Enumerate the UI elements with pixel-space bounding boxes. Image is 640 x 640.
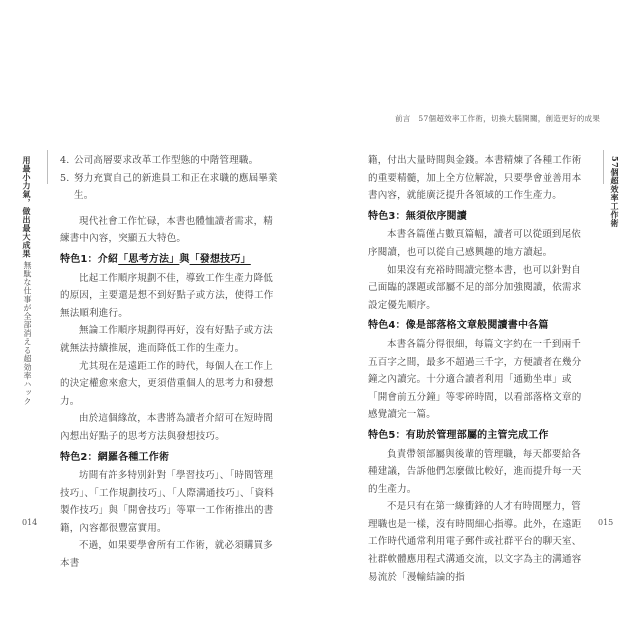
left-side-rule (47, 150, 48, 184)
right-page-text (368, 152, 590, 586)
feature-3-heading: 特色3：無須依序閱讀 (368, 210, 467, 222)
list-item-5: 5. 努力充實自己的新進員工和正在求職的應屆畢業生。 (60, 172, 278, 202)
page-number-left: 014 (22, 518, 38, 527)
feature-4-paragraph: 本書各篇分得很細，每篇文字約在一千到兩千五百字之間，最多不超過三千字，方便讀者在幾分鐘之內讀完。十分適合讀者利用「通勤坐車」或「開會前五分鐘」等零碎時間，以看部落格文章的感覺讀完一篇。 (368, 338, 582, 421)
feature-5-paragraph: 不是只有在第一線衝鋒的人才有時間壓力，管理職也是一樣，沒有時間細心指導。此外，在遠距工作時代通常利用電子郵件或社群平台的聊天室、社群軟體應用程式溝通交流，以文字為主的溝通容易流於「漫輸結論的指 (368, 501, 582, 583)
left-side-title-main: 用最小力氣，做出最大成果 (22, 156, 32, 258)
feature-1-paragraph: 比起工作順序規劃不佳，導致工作生產力降低的原因，主要還是想不到好點子或方法，使得工作無法順利進行。 (60, 272, 274, 319)
right-side-title-main: 57個超效率工作術 (610, 156, 620, 228)
left-side-title-original: 無駄な仕事が全部消える超効率ハック (23, 261, 32, 406)
list-item-4: 4. 公司高層要求改革工作型態的中階管理職。 (60, 155, 259, 166)
feature-1-paragraph: 由於這個緣故，本書將為讀者介紹可在短時間內想出好點子的思考方法與發想技巧。 (60, 413, 274, 442)
page-number-right: 015 (598, 518, 614, 527)
feature-5-heading: 特色5：有助於管理部屬的主管完成工作 (368, 429, 549, 441)
feature-3-paragraph: 如果沒有充裕時間讀完整本書，也可以針對自己面臨的課題或部屬不足的部分加強閱讀，依需求設定優先順序。 (368, 264, 582, 311)
feature-2-heading: 特色2：網羅各種工作術 (60, 451, 170, 463)
continued-paragraph: 籍，付出大量時間與金錢。本書精煉了各種工作術的重要精髓，加上全方位解說，只要學會並善用本書內容，就能廣泛提升各領域的工作生產力。 (368, 155, 582, 202)
feature-1-paragraph: 尤其現在是遠距工作的時代，每個人在工作上的決定權愈來愈大，更須借重個人的思考力和發想力。 (60, 360, 274, 407)
left-page-text (60, 152, 278, 573)
feature-1-paragraph: 無論工作順序規劃得再好，沒有好點子或方法就無法持續推展，進而降低工作的生產力。 (60, 325, 274, 354)
right-side-rule (603, 150, 604, 184)
feature-3-paragraph: 本書各篇僅占數頁篇幅，讀者可以從頭到尾依序閱讀，也可以從自己感興趣的地方讀起。 (368, 229, 582, 258)
feature-1-heading: 特色1：介紹「思考方法」與「發想技巧」 (60, 253, 251, 265)
running-head: 前言 57個超效率工作術，切換大腦開關，創造更好的成果 (395, 114, 601, 123)
feature-2-paragraph: 坊間有許多特別針對「學習技巧」、「時間管理技巧」、「工作規劃技巧」、「人際溝通技巧」、「資料製作技巧」與「開會技巧」等單一工作術推出的書籍，內容都很豐富實用。 (60, 470, 275, 534)
feature-4-heading: 特色4：像是部落格文章般閱讀書中各篇 (368, 320, 549, 332)
feature-2-paragraph: 不過，如果要學會所有工作術，就必須購買多本書 (60, 540, 274, 570)
right-side-title (610, 156, 620, 228)
left-side-title (22, 156, 32, 406)
intro-paragraph: 現代社會工作忙碌，本書也體恤讀者需求，精練書中內容，突顯五大特色。 (60, 215, 274, 245)
feature-5-paragraph: 負責帶領部屬與後輩的管理職，每天都要給各種建議，告訴他們怎麼做比較好，進而提升每一天的生產力。 (368, 448, 582, 495)
